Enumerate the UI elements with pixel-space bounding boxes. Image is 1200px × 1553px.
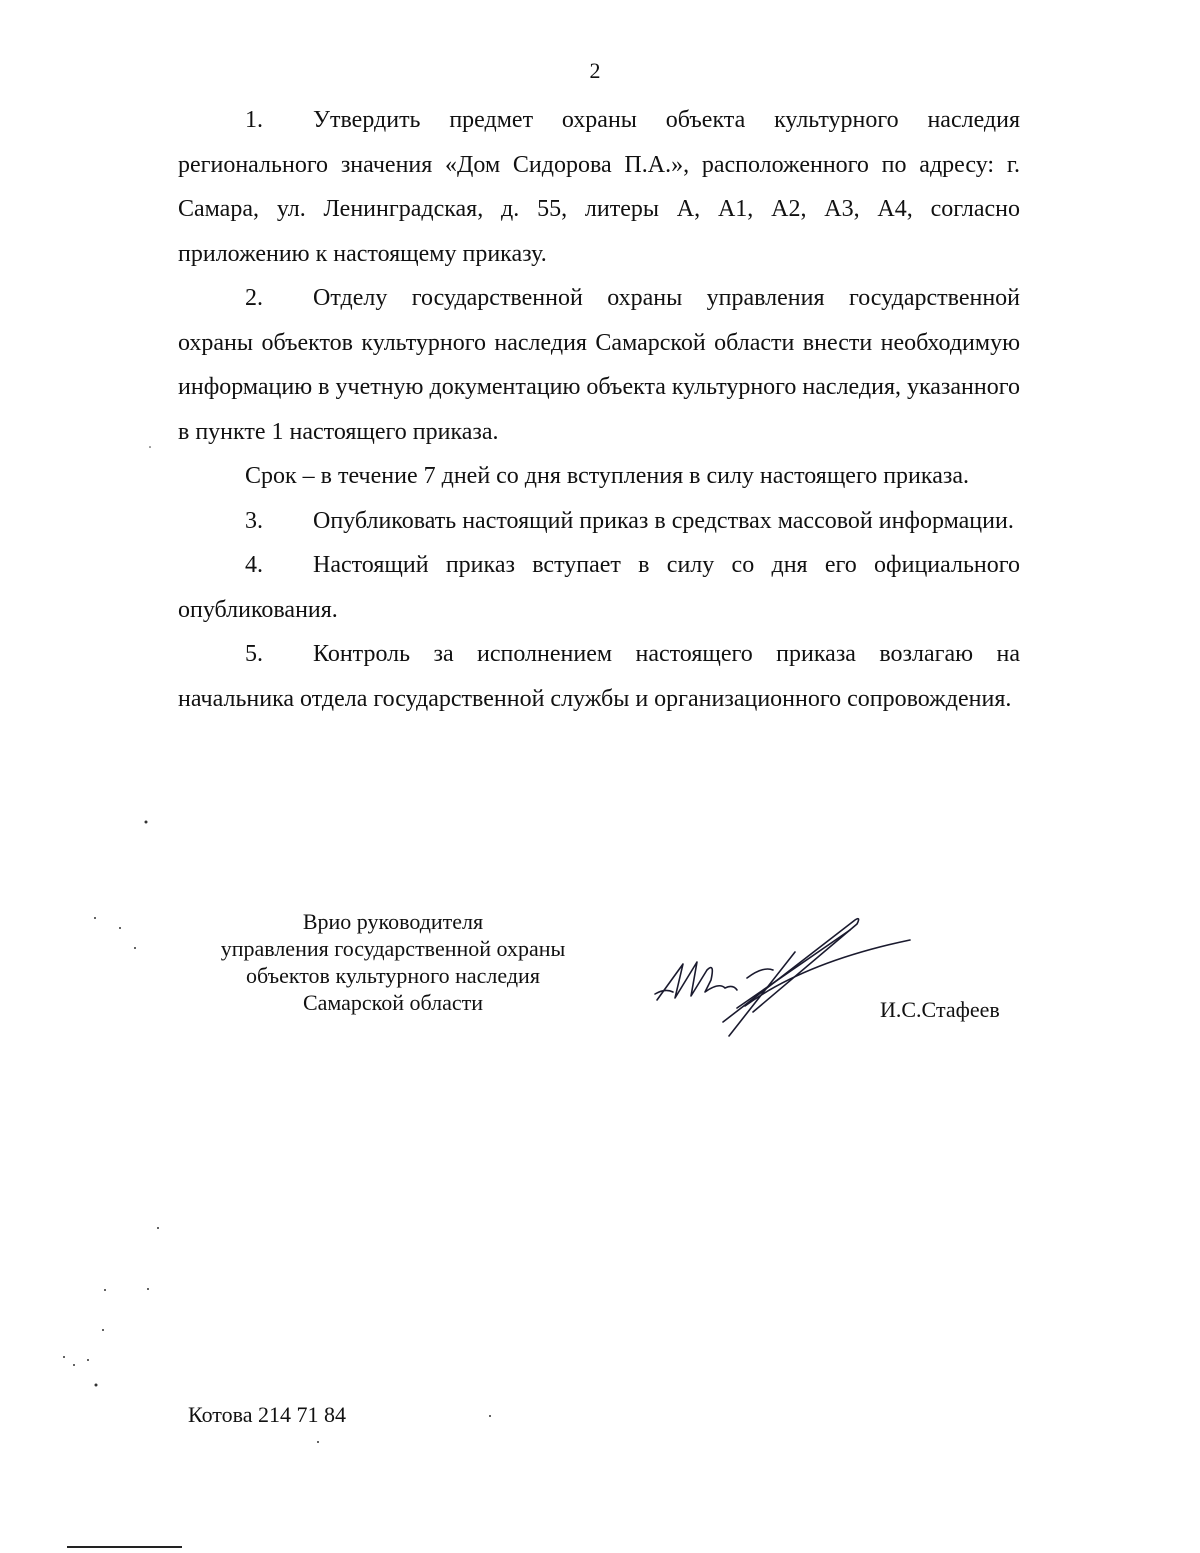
signer-name: И.С.Стафеев <box>880 997 1000 1022</box>
position-line: Самарской области <box>302 990 484 1015</box>
position-line: Врио руководителя <box>302 909 484 934</box>
paragraph-text: Контроль за исполнением настоящего приказа возлагаю на начальника отдела государственной службы и организационного сопровождения. <box>178 641 1020 712</box>
paragraph-text: Настоящий приказ вступает в силу со дня его официального опубликования. <box>178 552 1020 623</box>
paragraph-text: Утвердить предмет охраны объекта культурного наследия регионального значения «Дом Сидорова П.А.», расположенного по адресу: г. Самара, ул. Ленинградская, д. 55, литеры А, А1, А2, А3, А4, согласно приложению к настоящему приказу. <box>178 107 1020 267</box>
paragraph-text: Опубликовать настоящий приказ в средствах массовой информации. <box>313 507 1014 534</box>
paragraph-number: 4. <box>245 552 263 578</box>
paragraph-number: 2. <box>245 285 263 311</box>
page-number: 2 <box>589 58 601 83</box>
executor-contact: Котова 214 71 84 <box>188 1402 346 1427</box>
paragraph-text: Отделу государственной охраны управления государственной охраны объектов культурного наследия Самарской области внести необходимую информацию в учетную документацию объекта культурного наследия, указанного в пункте 1 настоящего приказа. <box>178 285 1020 445</box>
position-line: управления государственной охраны <box>220 936 566 961</box>
scan-edge-line <box>67 1546 182 1548</box>
paragraph-number: 1. <box>245 107 263 133</box>
position-line: объектов культурного наследия <box>246 963 540 988</box>
paragraph-number: 3. <box>245 507 263 534</box>
paragraph-number: 5. <box>245 641 263 667</box>
paragraph-text: Срок – в течение 7 дней со дня вступления в силу настоящего приказа. <box>245 463 969 489</box>
